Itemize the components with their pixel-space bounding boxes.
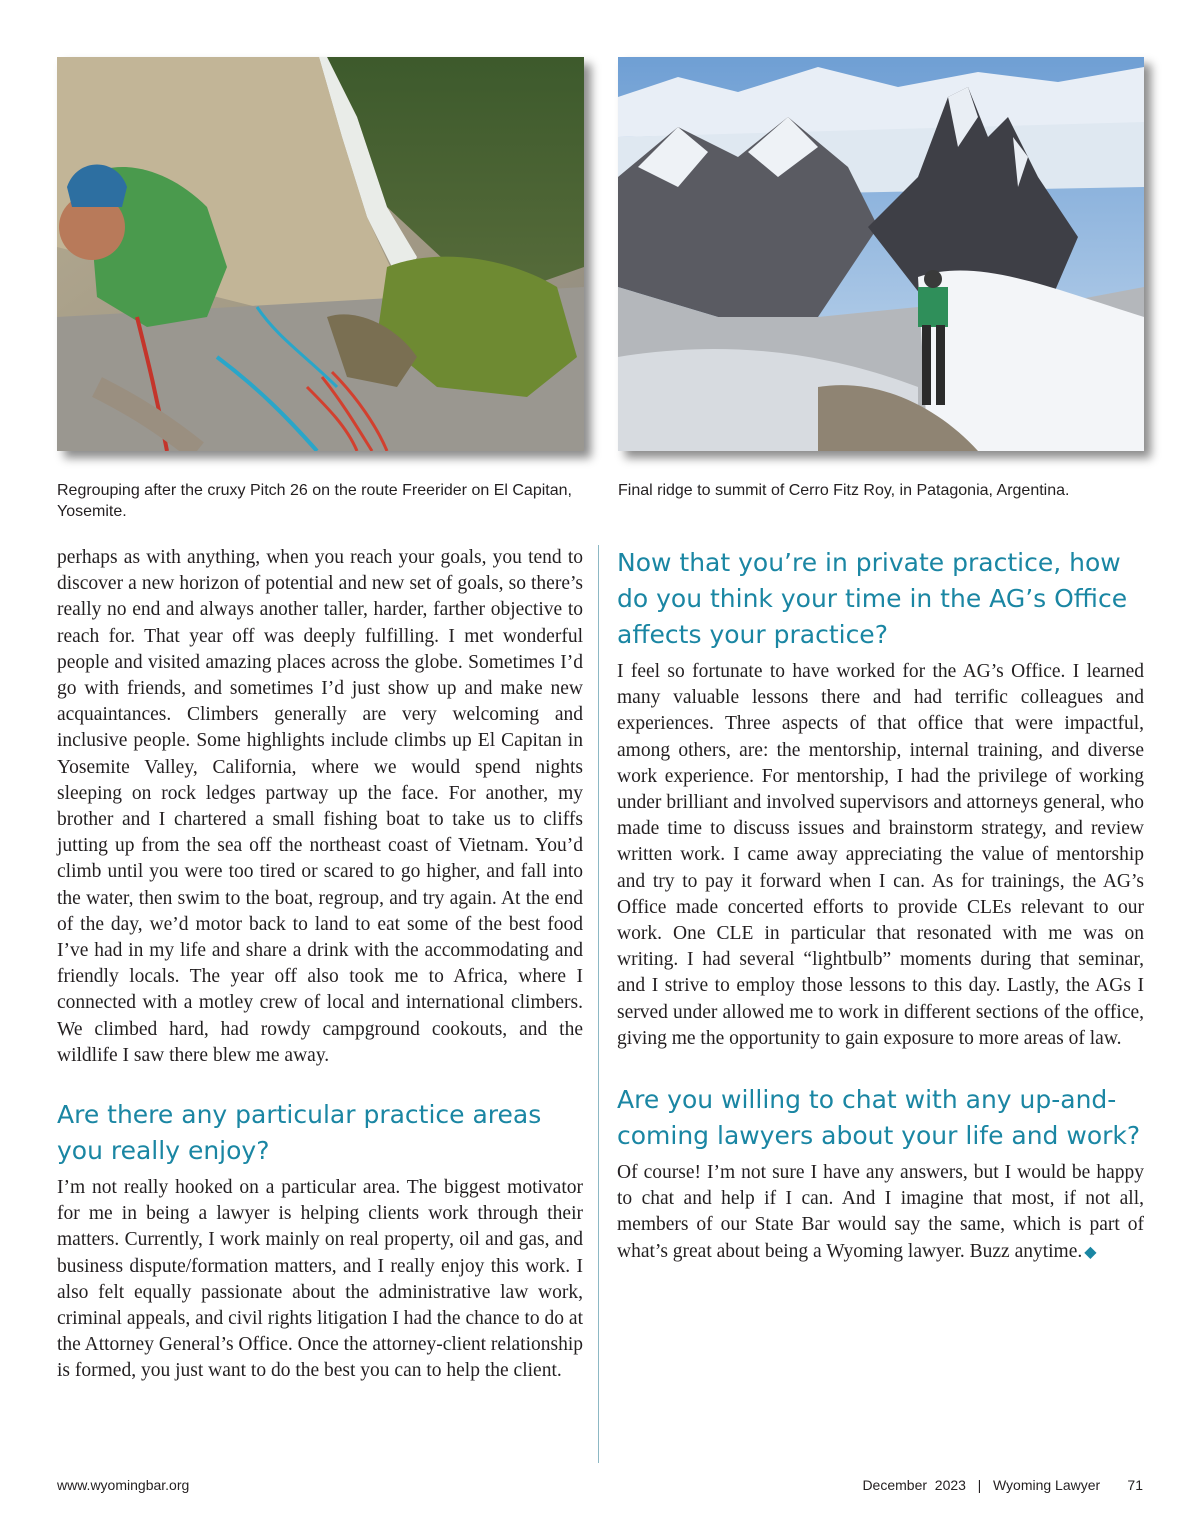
photo-caption-left: Regrouping after the cruxy Pitch 26 on the route Freerider on El Capitan, Yosemite. — [57, 482, 572, 520]
article-column-right — [617, 545, 1144, 1266]
body-paragraph-final — [617, 1160, 1144, 1266]
section-heading: Now that you’re in private practice, how do you think your time in the AG’s Office affects your practice? — [617, 548, 1128, 649]
section-heading: Are there any particular practice areas you really enjoy? — [57, 1100, 542, 1166]
page-number: 71 — [1127, 1477, 1143, 1493]
photo-caption-right: Final ridge to summit of Cerro Fitz Roy, in Patagonia, Argentina. — [618, 482, 1070, 499]
footer-separator: | — [977, 1477, 982, 1493]
footer-date: December 2023 — [862, 1477, 966, 1493]
footer-website-link[interactable]: www.wyomingbar.org — [57, 1477, 190, 1493]
section-heading: Are you willing to chat with any up-and-coming lawyers about your life and work? — [617, 1085, 1141, 1151]
end-of-article-diamond-icon: ◆ — [1084, 1243, 1097, 1261]
climbing-photo-el-capitan — [57, 57, 584, 451]
footer-publication-name: Wyoming Lawyer — [992, 1477, 1101, 1493]
body-paragraph: I’m not really hooked on a particular area. The biggest motivator for me in being a lawyer is helping clients work through their matters. Currently, I work mainly on real property, oil and gas, and business dispute/formation matters, and I really enjoy this work. I also felt equally passionate about the administrative law work, criminal appeals, and civil rights litigation I had the chance to do at the Attorney General’s Office. Once the attorney-client relationship is formed, you just want to do the best you can to help the client. — [57, 1177, 583, 1382]
climbing-photo-el-capitan-image — [57, 57, 584, 451]
final-paragraph-text: Of course! I’m not sure I have any answers, but I would be happy to chat and help if I can. And I imagine that most, if not all, members of our State Bar would say the same, which is part of what’s great about being a Wyoming lawyer. Buzz anytime. — [617, 1162, 1144, 1262]
body-paragraph: I feel so fortunate to have worked for the AG’s Office. I learned many valuable lessons there and had terrific colleagues and experiences. Three aspects of that office that were impactful, among others, are: the mentorship, internal training, and diverse work experience. For mentorship, I had the privilege of working under brilliant and involved supervisors and attorneys general, who made time to discuss issues and brainstorm strategy, and review written work. I came away appreciating the value of mentorship and try to pay it forward when I can. As for trainings, the AG’s Office made concerted efforts to provide CLEs relevant to our work. One CLE in particular that resonated with me was on writing. I had several “lightbulb” moments during that seminar, and I strive to employ those lessons to this day. Lastly, the AGs I served under allowed me to work in different sections of the office, giving me the opportunity to gain exposure to more areas of law. — [617, 661, 1144, 1049]
footer-publication-info — [862, 1477, 1143, 1493]
climbing-photo-fitz-roy — [618, 57, 1144, 451]
column-divider — [598, 545, 599, 1463]
body-paragraph: perhaps as with anything, when you reach your goals, you tend to discover a new horizon of potential and new set of goals, so there’s really no end and always another taller, harder, farther objective to reach for. That year off was deeply fulfilling. I met wonderful people and visited amazing places across the globe. Sometimes I’d go with friends, and sometimes I’d just show up and make new acquaintances. Climbers generally are very welcoming and inclusive people. Some highlights include climbs up El Capitan in Yosemite Valley, California, where we would spend nights sleeping on rock ledges partway up the face. For another, my brother and I chartered a small fishing boat to take us to cliffs jutting up from the sea off the northeast coast of Vietnam. You’d climb until you were too tired or scared to go higher, and fall into the water, then swim to the boat, regroup, and try again. At the end of the day, we’d motor back to land to eat some of the best food I’ve had in my life and share a drink with the accommodating and friendly locals. The year off also took me to Africa, where I connected with a motley crew of local and international climbers. We climbed hard, had rowdy campground cookouts, and the wildlife I saw there blew me away. — [57, 547, 583, 1066]
climbing-photo-fitz-roy-image — [618, 57, 1144, 451]
article-column-left — [57, 545, 583, 1385]
